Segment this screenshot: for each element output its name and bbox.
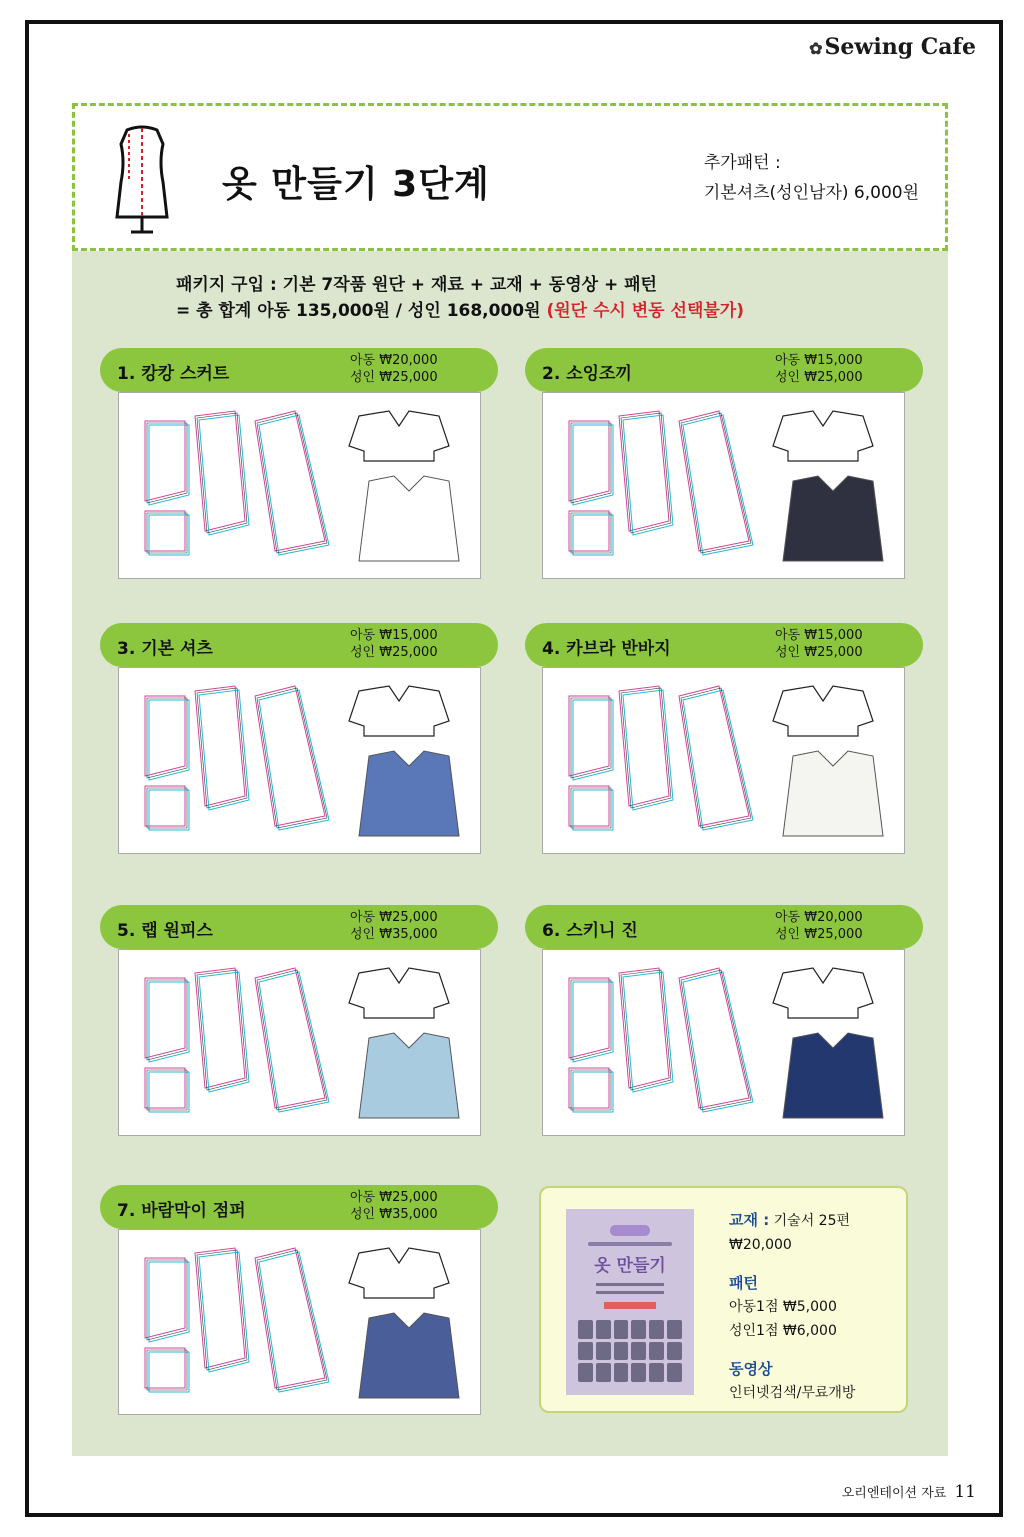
page-number: 11 — [954, 1482, 976, 1502]
package-info: 패키지 구입 : 기본 7작품 원단 + 재료 + 교재 + 동영상 + 패턴 = 총 합계 아동 135,000원 / 성인 168,000원 (원단 수시 변동 선택불가) — [176, 275, 744, 321]
item-prices: 아동 ₩20,000 성인 ₩25,000 — [350, 353, 438, 385]
item-header-1 — [100, 348, 498, 392]
garment-image — [339, 401, 479, 575]
item-prices: 아동 ₩25,000 성인 ₩35,000 — [350, 1190, 438, 1222]
item-prices: 아동 ₩15,000 성인 ₩25,000 — [775, 353, 863, 385]
item-prices: 아동 ₩15,000 성인 ₩25,000 — [350, 628, 438, 660]
logo-flower-icon: ✿ — [809, 39, 823, 58]
mannequin-icon — [107, 122, 177, 237]
garment-image — [339, 676, 479, 850]
item-name: 5. 랩 원피스 — [117, 921, 213, 941]
sewing-pattern-drawing — [549, 401, 769, 575]
textbook-cover-image: 옷 만들기 — [566, 1209, 694, 1395]
item-image-5 — [118, 949, 481, 1136]
sewing-pattern-drawing — [125, 401, 345, 575]
page-footer: 오리엔테이션 자료 11 — [841, 1482, 976, 1502]
item-name: 1. 캉캉 스커트 — [117, 364, 230, 384]
garment-image — [763, 401, 903, 575]
textbook-info: 교재 : 기술서 25편 ₩20,000 패턴 아동1점 ₩5,000 성인1점 ₩6,000 동영상 인터넷검색/무료개방 — [729, 1211, 856, 1401]
item-header-4 — [525, 623, 923, 667]
extra-pattern-info: 추가패턴 : 기본셔츠(성인남자) 6,000원 — [703, 153, 919, 203]
title-box — [72, 103, 948, 251]
logo: ✿Sewing Cafe — [809, 34, 976, 60]
item-name: 6. 스키니 진 — [542, 921, 638, 941]
sewing-pattern-drawing — [125, 958, 345, 1132]
item-name: 2. 소잉조끼 — [542, 364, 632, 384]
item-prices: 아동 ₩25,000 성인 ₩35,000 — [350, 910, 438, 942]
item-image-1 — [118, 392, 481, 579]
garment-image — [763, 676, 903, 850]
item-image-4 — [542, 667, 905, 854]
item-header-5 — [100, 905, 498, 949]
garment-image — [763, 958, 903, 1132]
item-header-3 — [100, 623, 498, 667]
item-header-7 — [100, 1185, 498, 1229]
item-image-6 — [542, 949, 905, 1136]
item-header-6 — [525, 905, 923, 949]
sewing-pattern-drawing — [549, 676, 769, 850]
item-name: 3. 기본 셔츠 — [117, 639, 213, 659]
sewing-pattern-drawing — [549, 958, 769, 1132]
item-image-2 — [542, 392, 905, 579]
item-image-7 — [118, 1229, 481, 1415]
sewing-pattern-drawing — [125, 676, 345, 850]
item-image-3 — [118, 667, 481, 854]
item-header-2 — [525, 348, 923, 392]
item-prices: 아동 ₩20,000 성인 ₩25,000 — [775, 910, 863, 942]
sewing-pattern-drawing — [125, 1238, 345, 1412]
textbook-box — [539, 1186, 908, 1413]
item-prices: 아동 ₩15,000 성인 ₩25,000 — [775, 628, 863, 660]
item-name: 7. 바람막이 점퍼 — [117, 1201, 246, 1221]
item-name: 4. 카브라 반바지 — [542, 639, 671, 659]
page-title: 옷 만들기 3단계 — [222, 164, 490, 205]
garment-image — [339, 958, 479, 1132]
garment-image — [339, 1238, 479, 1412]
